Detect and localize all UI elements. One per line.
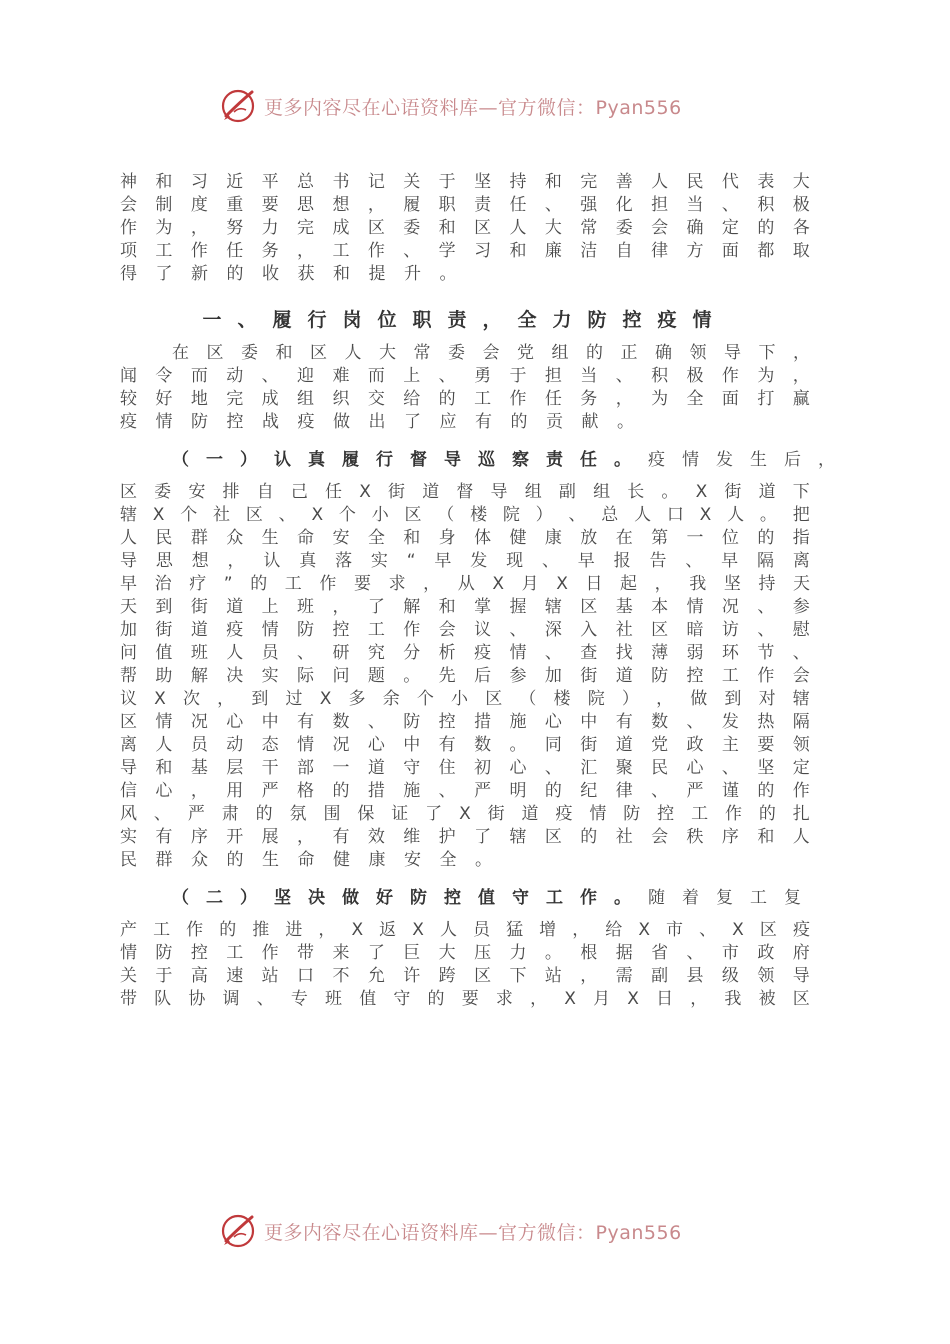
text-line: 疫 情 防 控 战 疫 做 出 了 应 有 的 贡 献 。 [120,412,634,432]
text-line: 加 街 道 疫 情 防 控 工 作 会 议 、 深 入 社 区 暗 访 、 慰 [120,620,810,640]
text-line: 议 X 次 ， 到 过 X 多 余 个 小 区 （ 楼 院 ） ， 做 到 对 辖 [120,689,810,709]
pen-logo-icon [218,1211,258,1251]
text-line: 得 了 新 的 收 获 和 提 升 。 [120,264,457,284]
text-line: 早 治 疗 ” 的 工 作 要 求 ， 从 X 月 X 日 起 ， 我 坚 持 天 [120,574,810,594]
text-line: 产 工 作 的 推 进 ， X 返 X 人 员 猛 增 ， 给 X 市 、 X 区 疫 [120,920,810,940]
text-line: 作 为 ， 努 力 完 成 区 委 和 区 人 大 常 委 会 确 定 的 各 [120,218,810,238]
text-line: 导 思 想 ， 认 真 落 实 “ 早 发 现 、 早 报 告 、 早 隔 离 [120,551,810,571]
text-line: 实 有 序 开 展 ， 有 效 维 护 了 辖 区 的 社 会 秩 序 和 人 [120,827,810,847]
text-line: 带 队 协 调 、 专 班 值 守 的 要 求 ， X 月 X 日 ， 我 被 区 [120,989,810,1009]
text-line: 较 好 地 完 成 组 织 交 给 的 工 作 任 务 ， 为 全 面 打 赢 [120,389,810,409]
paragraph-subsection-1 [120,481,810,872]
text-line: 信 心 ， 用 严 格 的 措 施 、 严 明 的 纪 律 、 严 谨 的 作 [120,781,810,801]
subsection-1-title: （一）认真履行督导巡察责任。 [172,450,648,470]
text-line: 区 委 安 排 自 己 任 X 街 道 督 导 组 副 组 长 。 X 街 道 下 [120,482,810,502]
subsection-2-lead: 随着复工复 [648,888,818,908]
text-line: 关 于 高 速 站 口 不 允 许 跨 区 下 站 ， 需 副 县 级 领 导 [120,966,810,986]
paragraph-subsection-2 [120,919,810,1011]
banner-text: 更多内容尽在心语资料库—官方微信：Pyan556 [264,96,682,119]
text-line: 辖 X 个 社 区 、 X 个 小 区 （ 楼 院 ） 、 总 人 口 X 人 。 把 [120,505,810,525]
text-line: 区 情 况 心 中 有 数 、 防 控 措 施 心 中 有 数 、 发 热 隔 [120,712,810,732]
text-line: 民 群 众 的 生 命 健 康 安 全 。 [120,850,492,870]
text-line: 风 、 严 肃 的 氛 围 保 证 了 X 街 道 疫 情 防 控 工 作 的 扎 [120,804,810,824]
text-line: 天 到 街 道 上 班 ， 了 解 和 掌 握 辖 区 基 本 情 况 、 参 [120,597,810,617]
pen-logo-icon [218,86,258,126]
footer-watermark-banner [218,1209,738,1253]
text-line: 神 和 习 近 平 总 书 记 关 于 坚 持 和 完 善 人 民 代 表 大 [120,172,810,192]
subsection-1-title-line [120,446,852,470]
document-body [120,171,852,1011]
text-line: 闻 令 而 动 、 迎 难 而 上 、 勇 于 担 当 、 积 极 作 为 ， [120,366,810,386]
paragraph-intro [120,171,810,286]
text-line: 离 人 员 动 态 情 况 心 中 有 数 。 同 街 道 党 政 主 要 领 [120,735,810,755]
text-line: 人 民 群 众 生 命 安 全 和 身 体 健 康 放 在 第 一 位 的 指 [120,528,810,548]
paragraph-section-1 [120,342,810,434]
text-line: 导 和 基 层 干 部 一 道 守 住 初 心 、 汇 聚 民 心 、 坚 定 [120,758,810,778]
text-line: 帮 助 解 决 实 际 问 题 。 先 后 参 加 街 道 防 控 工 作 会 [120,666,810,686]
text-line: 在 区 委 和 区 人 大 常 委 会 党 组 的 正 确 领 导 下 ， [172,343,810,363]
text-line: 问 值 班 人 员 、 研 究 分 析 疫 情 、 查 找 薄 弱 环 节 、 [120,643,810,663]
subsection-2-title-line [120,884,818,908]
header-watermark-banner [218,84,738,128]
text-line: 情 防 控 工 作 带 来 了 巨 大 压 力 。 根 据 省 、 市 政 府 [120,943,810,963]
text-line: 会 制 度 重 要 思 想 ， 履 职 责 任 、 强 化 担 当 、 积 极 [120,195,810,215]
section-heading-1: 一、履行岗位职责，全力防控疫情 [202,308,728,331]
text-line: 项 工 作 任 务 ， 工 作 、 学 习 和 廉 洁 自 律 方 面 都 取 [120,241,810,261]
subsection-1-lead: 疫情发生后， [648,450,852,470]
banner-text: 更多内容尽在心语资料库—官方微信：Pyan556 [264,1221,682,1244]
subsection-2-title: （二）坚决做好防控值守工作。 [172,888,648,908]
